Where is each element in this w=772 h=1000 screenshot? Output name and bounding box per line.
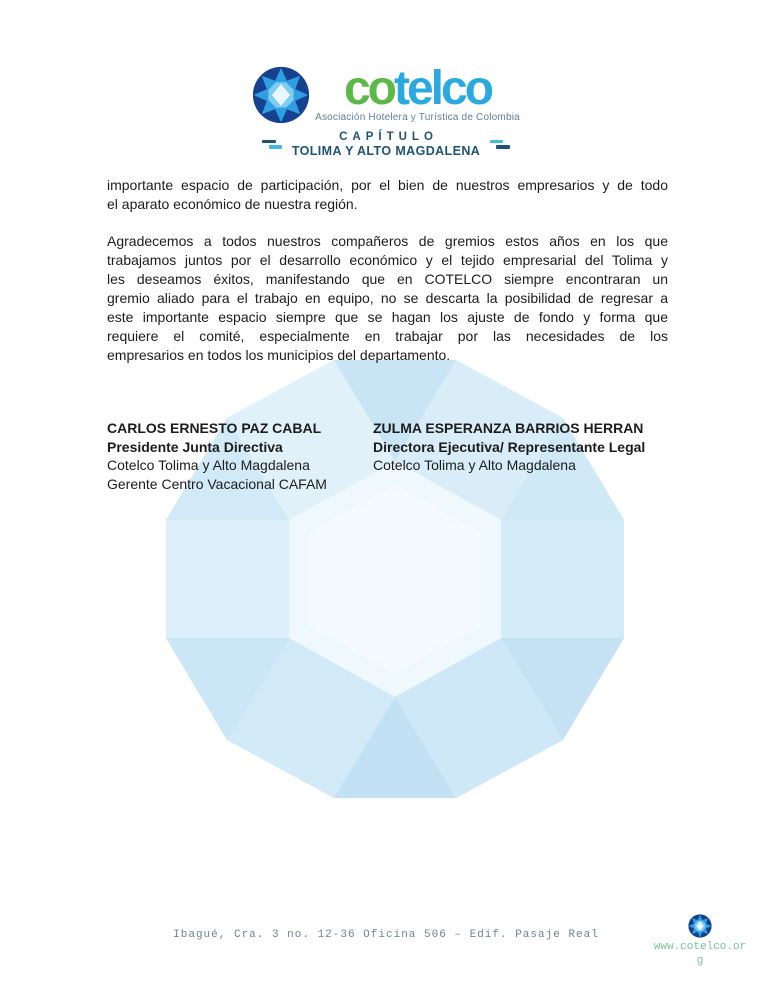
body-line: trabajamos juntos por el desarrollo económico y el tejido empresarial del Tolima y [107,252,668,268]
body-line: el aparato económico de nuestra región. [107,196,358,212]
footer-address: Ibagué, Cra. 3 no. 12-36 Oficina 506 – Edif. Pasaje Real [173,929,599,941]
signature-left [107,419,373,493]
signature-right [373,419,668,493]
chapter-region: TOLIMA Y ALTO MAGDALENA [291,144,481,158]
chapter-label: CAPÍTULO [339,131,438,143]
body-line: empresarios en todos los municipios del departamento. [107,347,451,363]
body-line: Agradecemos a todos nuestros compañeros de gremios estos años en los que [107,233,668,249]
signer-title: Directora Ejecutiva/ Representante Legal [373,438,646,455]
body-line: gremio aliado para el trabajo en equipo, no se descarta la posibilidad de regresar a [107,290,668,306]
body-line: les deseamos éxitos, manifestando que en COTELCO siempre encontraran un [107,271,668,287]
signer-title: Presidente Junta Directiva [107,438,283,455]
signer-org: Cotelco Tolima y Alto Magdalena [373,457,576,473]
chapter-block [262,131,510,158]
body-line: importante espacio de participación, por el bien de nuestros empresarios y de todo [107,177,668,193]
wordmark-green: co [343,62,394,115]
signature-blocks [107,419,668,493]
logo-tagline: Asociación Hotelera y Turística de Colombia [315,112,520,123]
wordmark [343,62,492,115]
signer-name: CARLOS ERNESTO PAZ CABAL [107,420,322,436]
letter-body [107,176,668,365]
wordmark-blue: telco [393,62,492,115]
left-dashes-icon [262,140,284,150]
paragraph-2 [107,232,668,365]
body-line: este importante espacio siempre que se hagan los ajuste de fondo y forma que [107,309,668,325]
cotelco-logo [0,62,772,158]
website-block [652,914,748,968]
signer-org: Cotelco Tolima y Alto Magdalena [107,457,310,473]
signer-name: ZULMA ESPERANZA BARRIOS HERRAN [373,420,644,436]
signer-extra: Gerente Centro Vacacional CAFAM [107,475,327,492]
right-dashes-icon [488,140,510,150]
paragraph-1 [107,176,668,214]
body-line: requiere el comité, especialmente en trabajar por las necesidades de los [107,328,668,344]
gem-icon [688,914,712,938]
cotelco-gem-icon [252,66,310,124]
website-link[interactable]: www.cotelco.org [653,941,747,967]
